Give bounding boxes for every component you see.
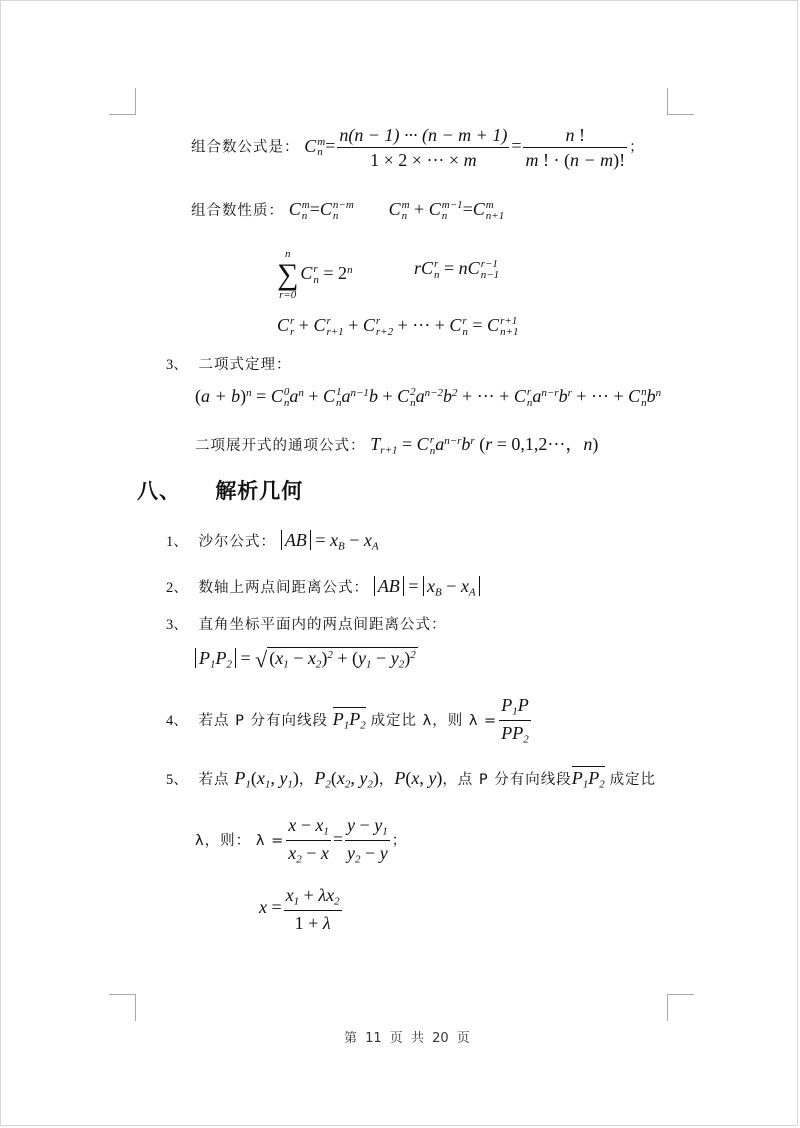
x-coordinate-formula: x = $\frac{x_1 + \lambda x_2}{1 + \lambda}$ bbox=[259, 885, 340, 934]
crop-mark-top-right bbox=[667, 88, 694, 115]
page-footer: 第 11 页 共 20 页 bbox=[344, 1031, 470, 1046]
item-ratio: 4、 若点 P 分有向线段 $P_1P_2$ 成定比 λ，则 λ = $\frac{P_1P}{PP_2}$ bbox=[166, 695, 529, 746]
item-chasles: 1、 沙尔公式： AB = $x_B - x_A$ bbox=[166, 530, 379, 553]
section-number: 八、 bbox=[137, 479, 181, 503]
lambda-formula: λ，则： λ = $\frac{x - x_1}{x_2 - x}$ = $\frac{y - y_1}{y_2 - y}$ ； bbox=[195, 815, 408, 866]
sum-identity: n ∑ r=0 C r n = $2^n$ bbox=[277, 248, 353, 301]
label-axis-distance: 数轴上两点间距离公式： bbox=[198, 580, 370, 596]
absorption-identity: rC r n = nC r−1 n−1 bbox=[414, 258, 500, 281]
crop-mark-top-left bbox=[109, 88, 136, 115]
crop-mark-bottom-right bbox=[667, 994, 694, 1021]
label-plane-distance: 直角坐标平面内的两点间距离公式： bbox=[198, 617, 447, 633]
binomial-expansion: $(a + b)^n = C$ 0 n $a^n + C$ 1 n $a^{n-1}b + C$ 2 n $a^{n-2}b^2$ + ··· + C r n $a^{n-r}b^r$ + ··· + C n n $b^n$ bbox=[195, 386, 662, 409]
crop-mark-bottom-left bbox=[109, 994, 136, 1021]
general-term-formula: 二项展开式的通项公式： $T_{r+1} = C$ r n $a^{n-r}b^r$ (r = 0,1,2···，n) bbox=[195, 434, 599, 457]
item-plane-distance: 3、 直角坐标平面内的两点间距离公式： bbox=[166, 617, 447, 633]
label-ratio-post: 成定比 λ，则 λ = bbox=[370, 712, 498, 729]
label-coords-pre: 若点 bbox=[198, 772, 230, 788]
section-heading bbox=[137, 481, 303, 502]
section-title: 解析几何 bbox=[215, 479, 304, 503]
label-lambda-then: λ，则： bbox=[195, 832, 252, 849]
hockey-stick-identity: C r r + C r r+1 + C r r+2 + ··· + C r n = C r+1 n+1 bbox=[277, 315, 519, 338]
label-comb-formula: 组合数公式是： bbox=[191, 139, 300, 156]
label-coords-post: 成定比 bbox=[609, 772, 657, 788]
label-lambda-eq: λ = bbox=[255, 832, 285, 849]
label-binomial-theorem: 二项式定理： bbox=[198, 357, 292, 373]
distance-formula: $P_1P_2$ = √ $(x_1 - x_2)^2 + (y_1 - y_2)^2$ bbox=[195, 647, 418, 671]
combination-formula: 组合数公式是： C m n = $\frac{n(n - 1) \cdot\cdot\cdot (n - m + 1)}{1 \times 2 \times \cdot\cdot\cdot \times m}$ = $\frac{n !}{m ! \cdot (n - m)!}$ ； bbox=[191, 125, 645, 170]
label-chasles: 沙尔公式： bbox=[198, 534, 277, 550]
item-axis-distance: 2、 数轴上两点间距离公式： AB = $x_B - x_A$ bbox=[166, 577, 480, 598]
label-coords-mid: ，点 P 分有向线段 bbox=[442, 772, 572, 788]
item-binomial-theorem: 3、 二项式定理： bbox=[166, 357, 292, 373]
label-comb-props: 组合数性质： bbox=[191, 203, 284, 219]
label-ratio-pre: 若点 P 分有向线段 bbox=[198, 712, 328, 729]
label-general-term: 二项展开式的通项公式： bbox=[195, 438, 366, 454]
item-section-ratio: 5、 若点 $P_1(x_1$, $y_1$)，$P_2(x_2$, $y_2$)，P(x, y)，点 P 分有向线段$P_1P_2$ 成定比 bbox=[166, 768, 657, 791]
combination-properties: 组合数性质： C m n =C n−m n C m n + C m−1 n =C m n+1 bbox=[191, 199, 505, 222]
